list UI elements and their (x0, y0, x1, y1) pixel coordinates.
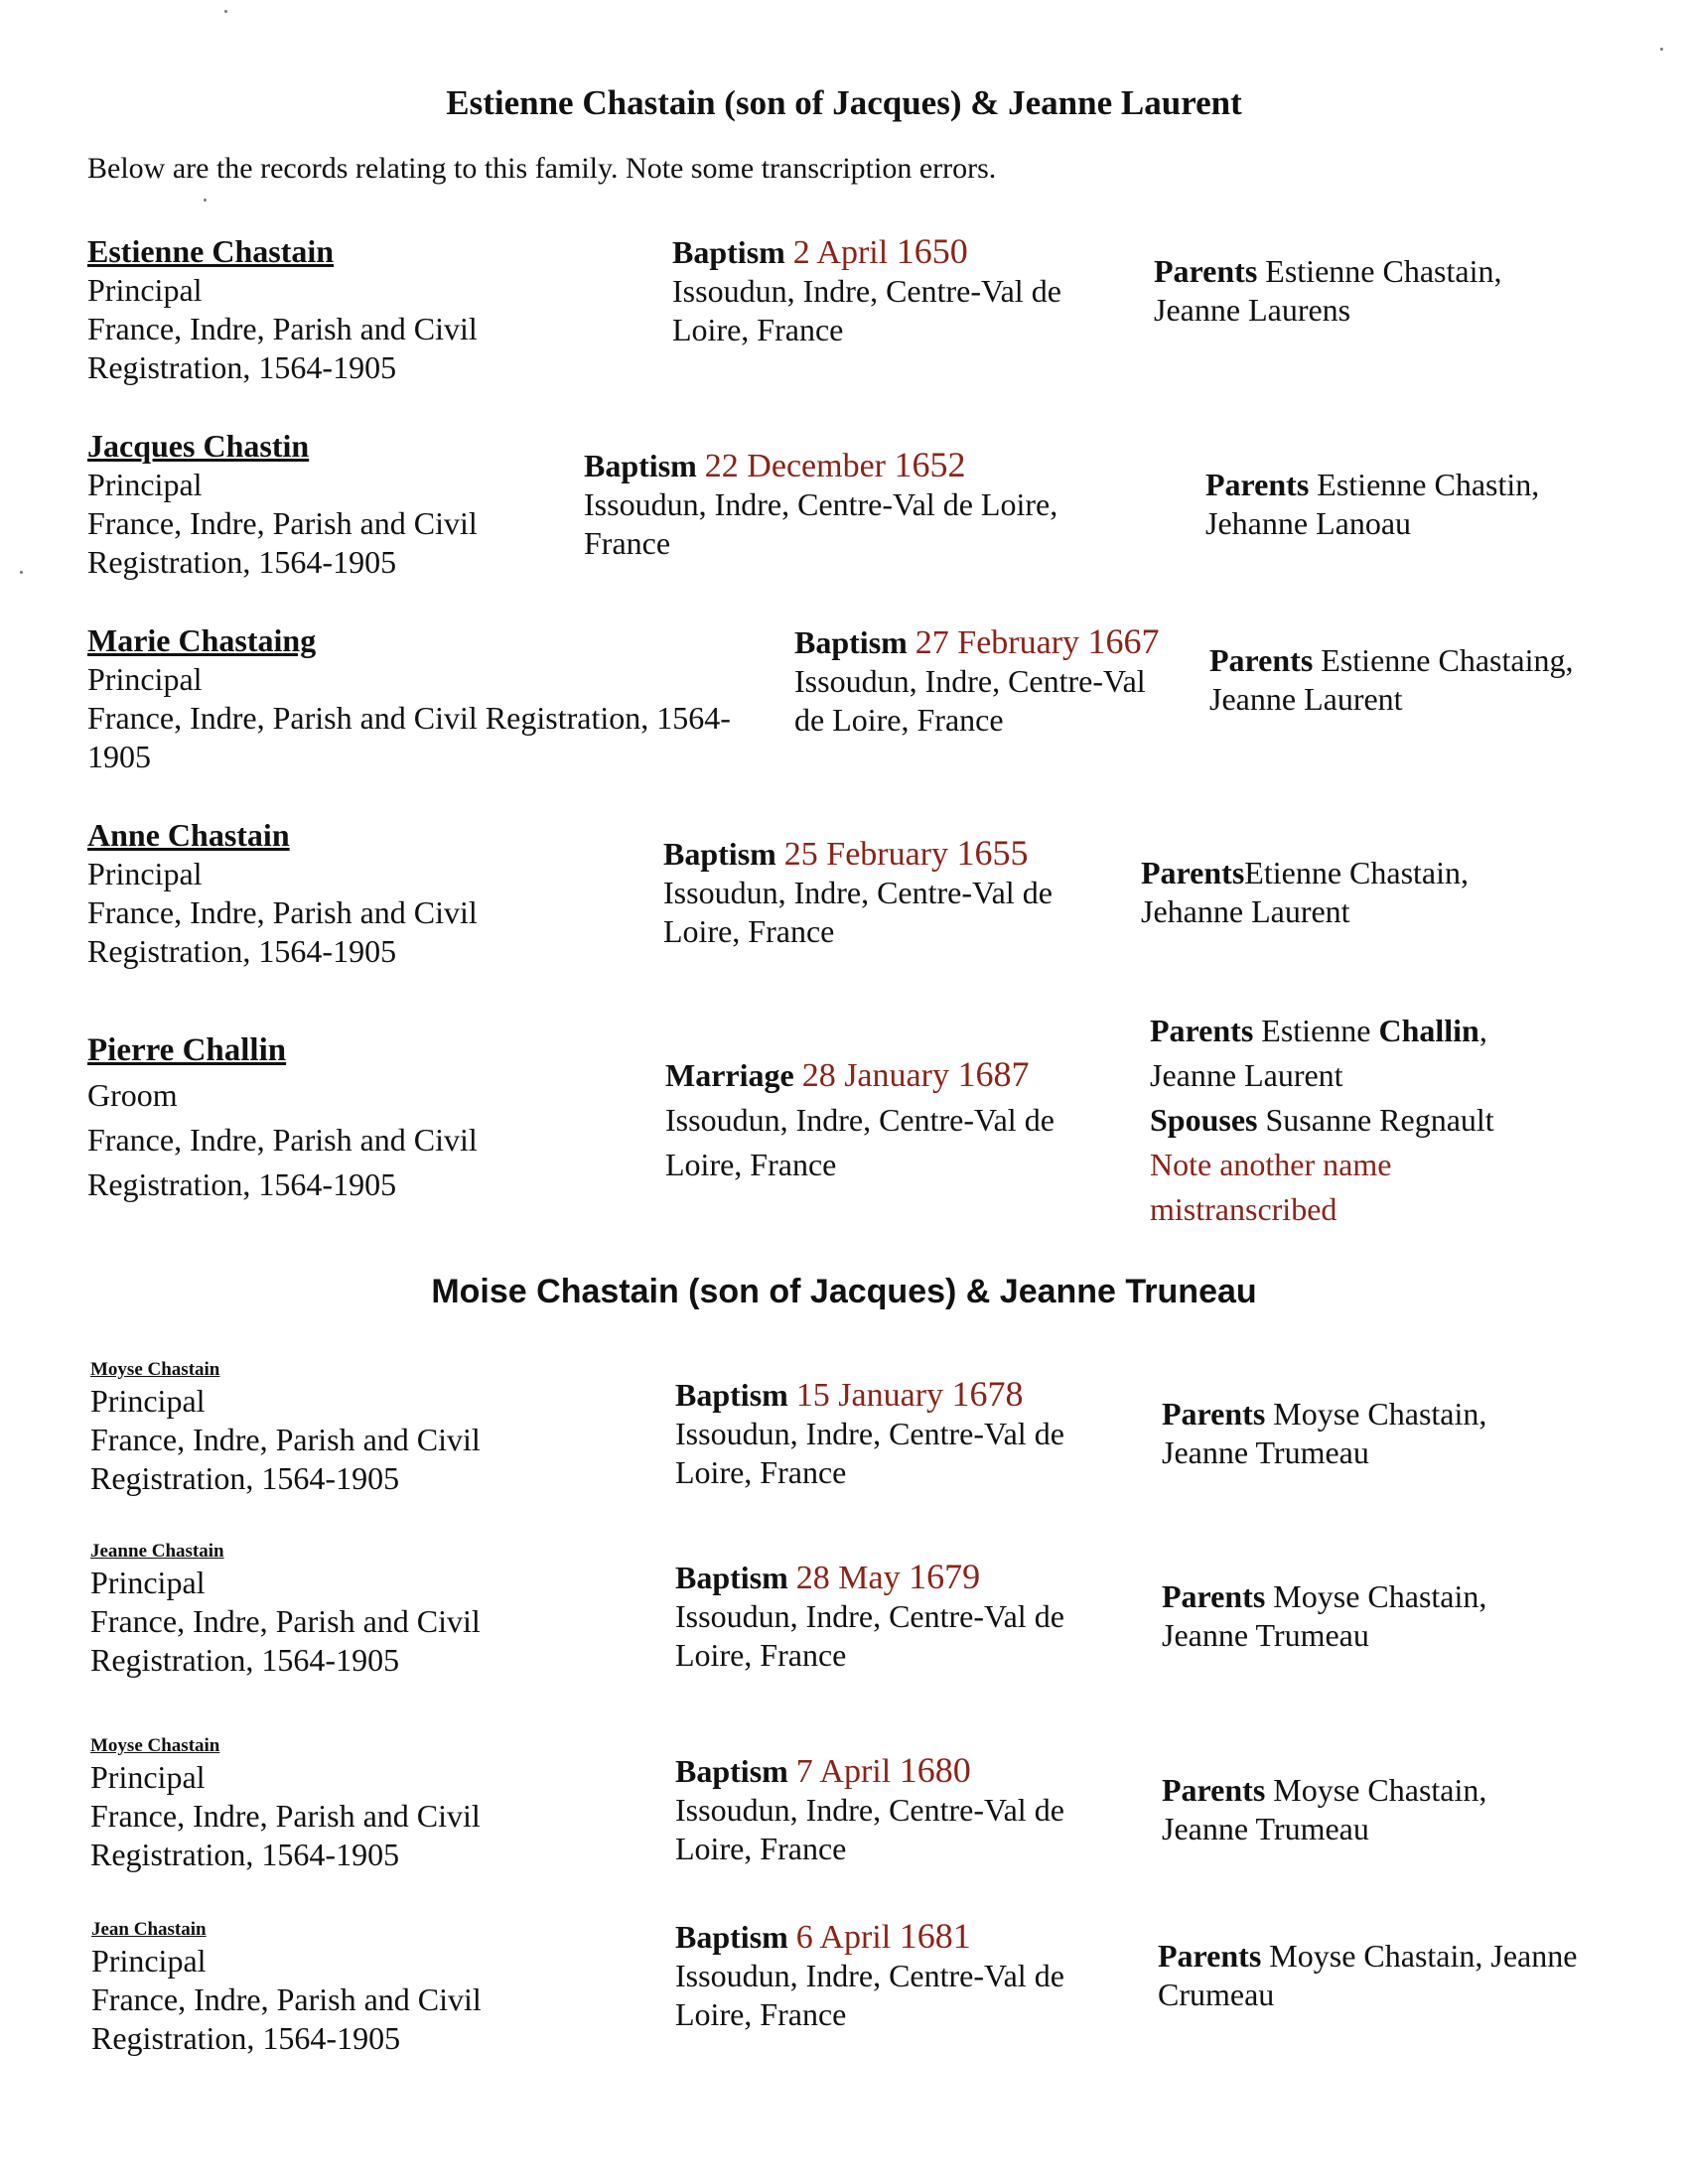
event-place: Loire, France (672, 312, 844, 347)
person-name: Estienne Chastain (87, 233, 335, 269)
spouses-label: Spouses (1150, 1102, 1258, 1138)
record-source: Registration, 1564-1905 (87, 544, 397, 580)
person-role: Principal (90, 1383, 206, 1419)
event-place: Issoudun, Indre, Centre-Val de (675, 1598, 1064, 1634)
parents-label: Parents (1205, 467, 1310, 502)
parents-names: Estienne Chastaing, (1321, 642, 1574, 678)
record-principal (87, 816, 478, 971)
parents-names: Moyse Chastain, (1273, 1578, 1487, 1614)
scan-speck (1660, 48, 1663, 51)
record-source: France, Indre, Parish and Civil (87, 311, 478, 346)
parents-names: Estienne Chastain, (1265, 253, 1502, 289)
record-source: Registration, 1564-1905 (90, 1837, 400, 1872)
spouse-name: Susanne Regnault (1265, 1102, 1494, 1138)
parents-names: Jeanne Laurent (1150, 1057, 1343, 1093)
event-label: Baptism (675, 1753, 788, 1789)
scan-speck (204, 199, 207, 202)
record-parents (1158, 1937, 1577, 2014)
event-place: Issoudun, Indre, Centre-Val de (672, 273, 1061, 309)
person-role: Principal (90, 1565, 206, 1600)
record-source: France, Indre, Parish and Civil (91, 1981, 482, 2017)
parents-names: Etienne Chastain, (1244, 855, 1469, 890)
event-date: 28 May 1679 (795, 1557, 981, 1596)
section-title: Moise Chastain (son of Jacques) & Jeanne Truneau (431, 1273, 1257, 1310)
person-role: Principal (87, 272, 203, 308)
record-source: Registration, 1564-1905 (87, 1166, 397, 1202)
record-parents (1141, 854, 1469, 931)
event-place: Issoudun, Indre, Centre-Val de (675, 1792, 1064, 1828)
event-label: Baptism (794, 624, 908, 660)
parents-label: Parents (1158, 1938, 1262, 1974)
record-parents (1162, 1395, 1486, 1472)
transcription-note: mistranscribed (1150, 1191, 1337, 1227)
record-parents (1154, 252, 1501, 330)
person-role: Principal (87, 856, 203, 891)
record-parents: Parents Estienne Challin, Jeanne Laurent Spouses Susanne Regnault Note another name mistranscribed (1150, 1009, 1494, 1232)
event-place: de Loire, France (794, 702, 1004, 738)
event-place: Issoudun, Indre, Centre-Val de (675, 1416, 1064, 1451)
person-name: Jacques Chastin (87, 428, 310, 464)
record-source: France, Indre, Parish and Civil Registration, 1564- (87, 700, 731, 736)
person-role: Principal (90, 1759, 206, 1795)
record-event (584, 446, 1057, 563)
record-source: Registration, 1564-1905 (91, 2020, 401, 2056)
record-event (675, 1558, 1064, 1675)
parents-surname: Challin (1378, 1013, 1479, 1048)
event-date: 22 December 1652 (704, 445, 966, 484)
event-place: Issoudun, Indre, Centre-Val de (665, 1102, 1055, 1138)
record-source: Registration, 1564-1905 (90, 1642, 400, 1678)
record-event (794, 622, 1160, 740)
record-event (663, 834, 1053, 951)
parents-names: Estienne Chastin, (1317, 467, 1540, 502)
person-name: Moyse Chastain (90, 1735, 220, 1756)
parents-names: Jeanne Trumeau (1162, 1811, 1369, 1846)
event-label: Baptism (672, 234, 785, 270)
record-parents (1205, 466, 1539, 543)
parents-label: Parents (1162, 1772, 1266, 1808)
record-source: France, Indre, Parish and Civil (87, 894, 478, 930)
scan-speck (20, 571, 23, 574)
person-name: Moyse Chastain (90, 1359, 220, 1380)
record-source: 1905 (87, 739, 151, 774)
event-place: Loire, France (675, 1454, 847, 1490)
event-date: 25 February 1655 (783, 833, 1029, 873)
record-principal (87, 621, 731, 776)
scan-speck (224, 10, 227, 13)
event-place: Issoudun, Indre, Centre-Val de (663, 875, 1053, 910)
event-label: Baptism (675, 1377, 788, 1413)
record-principal (90, 1358, 481, 1498)
section-title: Estienne Chastain (son of Jacques) & Jeanne Laurent (446, 83, 1242, 122)
record-source: France, Indre, Parish and Civil (87, 1122, 478, 1158)
event-place: Issoudun, Indre, Centre-Val de Loire, (584, 486, 1058, 522)
record-event (675, 1917, 1064, 2034)
person-name: Jeanne Chastain (90, 1541, 224, 1562)
person-role: Groom (87, 1077, 178, 1113)
parents-names: Moyse Chastain, Jeanne (1269, 1938, 1578, 1974)
event-label: Baptism (584, 448, 697, 483)
parents-names: Crumeau (1158, 1977, 1275, 2012)
event-date: 27 February 1667 (914, 621, 1160, 661)
record-principal (87, 232, 478, 387)
record-source: Registration, 1564-1905 (87, 933, 397, 969)
parents-label: Parents (1162, 1396, 1266, 1432)
record-parents (1162, 1771, 1486, 1848)
parents-names: Jeanne Laurent (1209, 681, 1403, 717)
record-principal (90, 1734, 481, 1874)
record-event (672, 232, 1061, 349)
parents-names: Jehanne Laurent (1141, 893, 1350, 929)
event-place: Loire, France (663, 913, 835, 949)
parents-names: Jeanne Trumeau (1162, 1434, 1369, 1470)
parents-names: Jeanne Laurens (1154, 292, 1351, 328)
record-principal (91, 1918, 482, 2058)
event-place: Issoudun, Indre, Centre-Val (794, 663, 1146, 699)
event-date: 28 January 1687 (801, 1054, 1030, 1094)
record-event (675, 1375, 1064, 1492)
parents-label: Parents (1162, 1578, 1266, 1614)
event-label: Baptism (663, 836, 776, 872)
event-place: Loire, France (675, 1831, 847, 1866)
intro-text: Below are the records relating to this family. Note some transcription errors. (87, 152, 997, 185)
event-label: Baptism (675, 1919, 788, 1955)
transcription-note: Note another name (1150, 1147, 1392, 1182)
event-date: 15 January 1678 (795, 1374, 1024, 1414)
record-event (675, 1751, 1064, 1868)
parents-names: Jehanne Lanoau (1205, 505, 1412, 541)
record-principal (87, 427, 478, 582)
parents-names: Moyse Chastain, (1273, 1772, 1487, 1808)
event-place: France (584, 525, 671, 561)
person-name: Pierre Challin (87, 1032, 287, 1068)
parents-names: Moyse Chastain, (1273, 1396, 1487, 1432)
record-source: Registration, 1564-1905 (87, 349, 397, 385)
parents-label: Parents (1209, 642, 1314, 678)
person-name: Anne Chastain (87, 817, 290, 853)
record-principal (90, 1540, 481, 1680)
event-label: Marriage (665, 1057, 794, 1093)
record-event (665, 1052, 1055, 1187)
parents-label: Parents (1154, 253, 1258, 289)
record-source: France, Indre, Parish and Civil (90, 1422, 481, 1457)
parents-label: Parents (1141, 855, 1245, 890)
event-label: Baptism (675, 1560, 788, 1595)
event-date: 2 April 1650 (792, 231, 968, 271)
event-place: Loire, France (675, 1996, 847, 2032)
parents-names: Jeanne Trumeau (1162, 1617, 1369, 1653)
person-role: Principal (91, 1943, 207, 1979)
parents-names: Estienne (1261, 1013, 1371, 1048)
record-parents (1162, 1577, 1486, 1655)
event-date: 6 April 1681 (795, 1916, 971, 1956)
person-role: Principal (87, 467, 203, 502)
parents-label: Parents (1150, 1013, 1254, 1048)
record-source: France, Indre, Parish and Civil (90, 1798, 481, 1834)
event-place: Loire, France (675, 1637, 847, 1673)
person-name: Jean Chastain (91, 1919, 207, 1940)
record-principal (87, 1028, 478, 1207)
record-source: France, Indre, Parish and Civil (87, 505, 478, 541)
person-name: Marie Chastaing (87, 622, 317, 658)
event-place: Loire, France (665, 1147, 837, 1182)
record-parents (1209, 641, 1573, 719)
event-place: Issoudun, Indre, Centre-Val de (675, 1958, 1064, 1993)
person-role: Principal (87, 661, 203, 697)
record-source: France, Indre, Parish and Civil (90, 1603, 481, 1639)
record-source: Registration, 1564-1905 (90, 1460, 400, 1496)
event-date: 7 April 1680 (795, 1750, 971, 1790)
